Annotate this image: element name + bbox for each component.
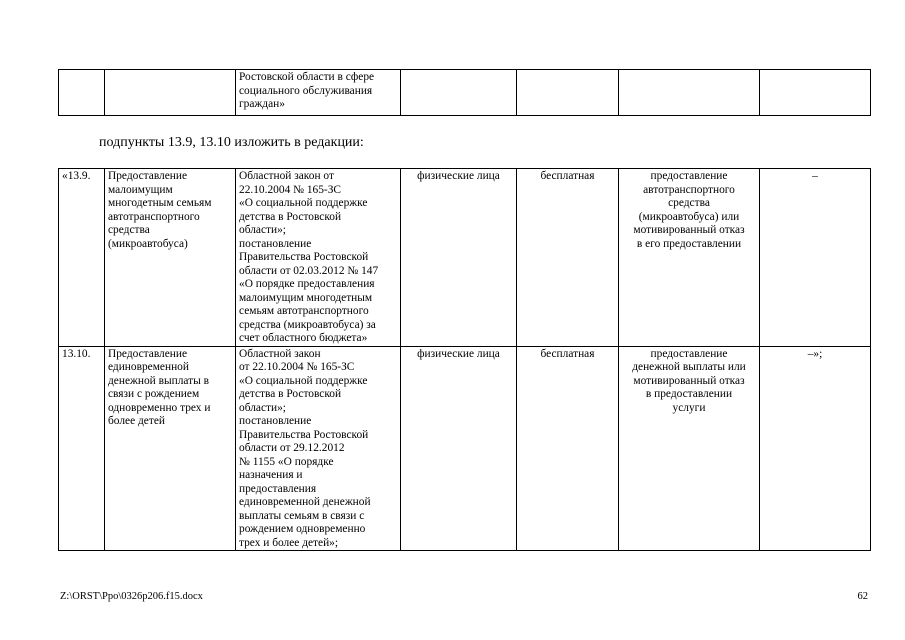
page-number: 62	[857, 591, 868, 602]
recipient: физические лица	[401, 346, 517, 551]
legal-basis: Областной закон от 22.10.2004 № 165-ЗС «О социальной поддержке детства в Ростовской области»; постановление Правительства Ростовской области от 29.12.2012 № 1155 «О порядке назначения и предоставления единовременной денежной выплаты семьям в связи с рождением одновременно трех и более детей»;	[236, 346, 401, 551]
service-name: Предоставление малоимущим многодетным семьям автотранспортного средства (микроавтобуса)	[105, 169, 236, 347]
continuation-table	[58, 69, 871, 116]
recipient: физические лица	[401, 169, 517, 347]
table-cell	[401, 70, 517, 116]
table-row	[59, 169, 871, 347]
table-row	[59, 346, 871, 551]
table-cell	[105, 70, 236, 116]
services-table	[58, 168, 871, 551]
payment-type: бесплатная	[517, 346, 619, 551]
table-cell	[59, 70, 105, 116]
service-result: предоставление денежной выплаты или мотивированный отказ в предоставлении услуги	[619, 346, 760, 551]
instruction-text: подпункты 13.9, 13.10 изложить в редакции:	[99, 135, 364, 150]
service-result: предоставление автотранспортного средства (микроавтобуса) или мотивированный отказ в его предоставлении	[619, 169, 760, 347]
row-number: «13.9.	[59, 169, 105, 347]
footer-file-path: Z:\ORST\Ppo\0326p206.f15.docx	[60, 591, 203, 602]
extra-cell: –»;	[760, 346, 871, 551]
table-cell	[760, 70, 871, 116]
table-cell	[619, 70, 760, 116]
payment-type: бесплатная	[517, 169, 619, 347]
table-row	[59, 70, 871, 116]
table-cell	[517, 70, 619, 116]
extra-cell: –	[760, 169, 871, 347]
row-number: 13.10.	[59, 346, 105, 551]
table-cell: Ростовской области в сфере социального обслуживания граждан»	[236, 70, 401, 116]
legal-basis: Областной закон от 22.10.2004 № 165-ЗС «О социальной поддержке детства в Ростовской области»; постановление Правительства Ростовской области от 02.03.2012 № 147 «О порядке предоставления малоимущим многодетным семьям автотранспортного средства (микроавтобуса) за счет областного бюджета»	[236, 169, 401, 347]
service-name: Предоставление единовременной денежной выплаты в связи с рождением одновременно трех и более детей	[105, 346, 236, 551]
